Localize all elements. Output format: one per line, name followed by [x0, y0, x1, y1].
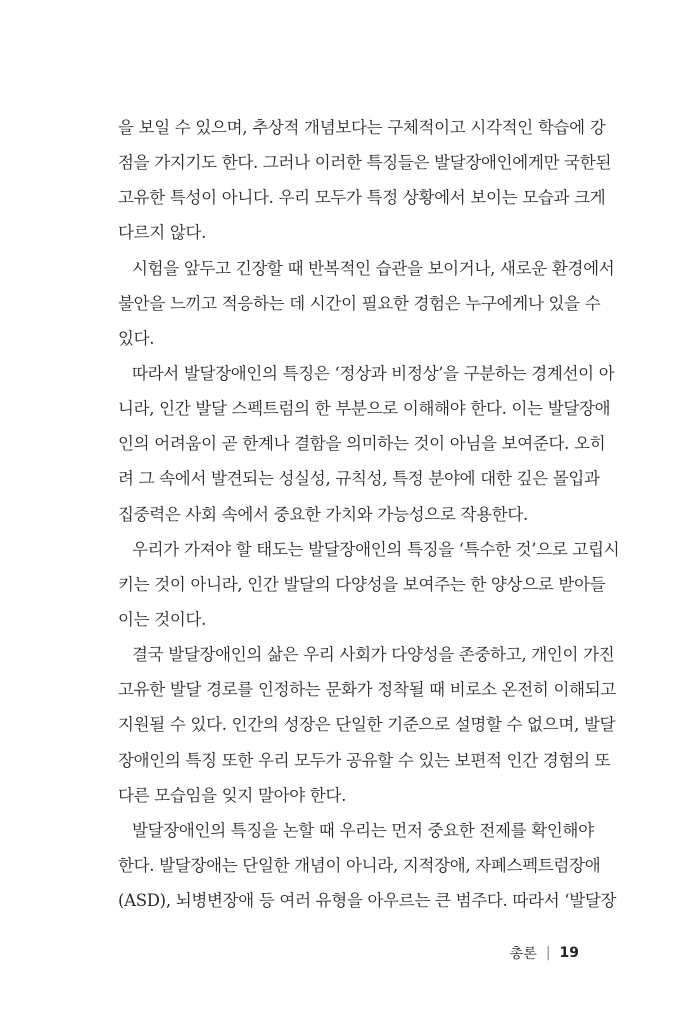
page-footer: [510, 943, 579, 963]
text-line: 불안을 느끼고 적응하는 데 시간이 필요한 경험은 누구에게나 있을 수: [118, 293, 601, 313]
paragraph: [118, 817, 617, 922]
text-line: 고유한 특성이 아니다. 우리 모두가 특정 상황에서 보이는 모습과 크게: [118, 188, 606, 208]
section-title: 총론: [509, 946, 537, 962]
text-line: 고유한 발달 경로를 인정하는 문화가 정착될 때 비로소 온전히 이해되고: [118, 680, 617, 700]
text-line: 니라, 인간 발달 스펙트럼의 한 부분으로 이해해야 한다. 이는 발달장애: [118, 399, 611, 419]
paragraph: [118, 536, 620, 641]
text-line: 이는 것이다.: [118, 609, 207, 629]
footer-separator: |: [545, 945, 551, 961]
paragraph: [118, 255, 615, 360]
text-line: 려 그 속에서 발견되는 성실성, 규칙성, 특정 분야에 대한 깊은 몰입과: [118, 469, 600, 489]
text-line: 키는 것이 아니라, 인간 발달의 다양성을 보여주는 한 양상으로 받아들: [118, 574, 606, 594]
paragraph: [118, 360, 615, 536]
text-line: 발달장애인의 특징을 논할 때 우리는 먼저 중요한 전제를 확인해야: [132, 820, 594, 840]
text-line: 시험을 앞두고 긴장할 때 반복적인 습관을 보이거나, 새로운 환경에서: [132, 258, 615, 278]
body-text: [118, 114, 620, 922]
text-line: 인의 어려움이 곧 한계나 결함을 의미하는 것이 아님을 보여준다. 오히: [118, 434, 606, 454]
page-number: 19: [559, 945, 579, 961]
text-line: 장애인의 특징 또한 우리 모두가 공유할 수 있는 보편적 인간 경험의 또: [118, 750, 611, 770]
text-line: 따라서 발달장애인의 특징은 ‘정상과 비정상’을 구분하는 경계선이 아: [132, 363, 615, 383]
text-line: 한다. 발달장애는 단일한 개념이 아니라, 지적장애, 자폐스펙트럼장애: [118, 855, 601, 875]
text-line: 결국 발달장애인의 삶은 우리 사회가 다양성을 존중하고, 개인이 가진: [132, 645, 615, 665]
text-line: 점을 가지기도 한다. 그러나 이러한 특징들은 발달장애인에게만 국한된: [118, 153, 612, 173]
paragraph: [118, 114, 612, 255]
text-line: (ASD), 뇌병변장애 등 여러 유형을 아우르는 큰 범주다. 따라서 ‘발달장: [118, 891, 617, 911]
text-line: 을 보일 수 있으며, 추상적 개념보다는 구체적이고 시각적인 학습에 강: [118, 118, 606, 137]
text-line: 다르지 않다.: [118, 223, 207, 243]
text-line: 지원될 수 있다. 인간의 성장은 단일한 기준으로 설명할 수 없으며, 발달: [118, 715, 616, 735]
text-line: 있다.: [118, 328, 155, 348]
text-line: 다른 모습임을 잊지 말아야 한다.: [118, 785, 347, 805]
text-line: 집중력은 사회 속에서 중요한 가치와 가능성으로 작용한다.: [118, 504, 528, 524]
paragraph: [118, 641, 617, 817]
text-line: 우리가 가져야 할 태도는 발달장애인의 특징을 ‘특수한 것’으로 고립시: [132, 539, 620, 559]
